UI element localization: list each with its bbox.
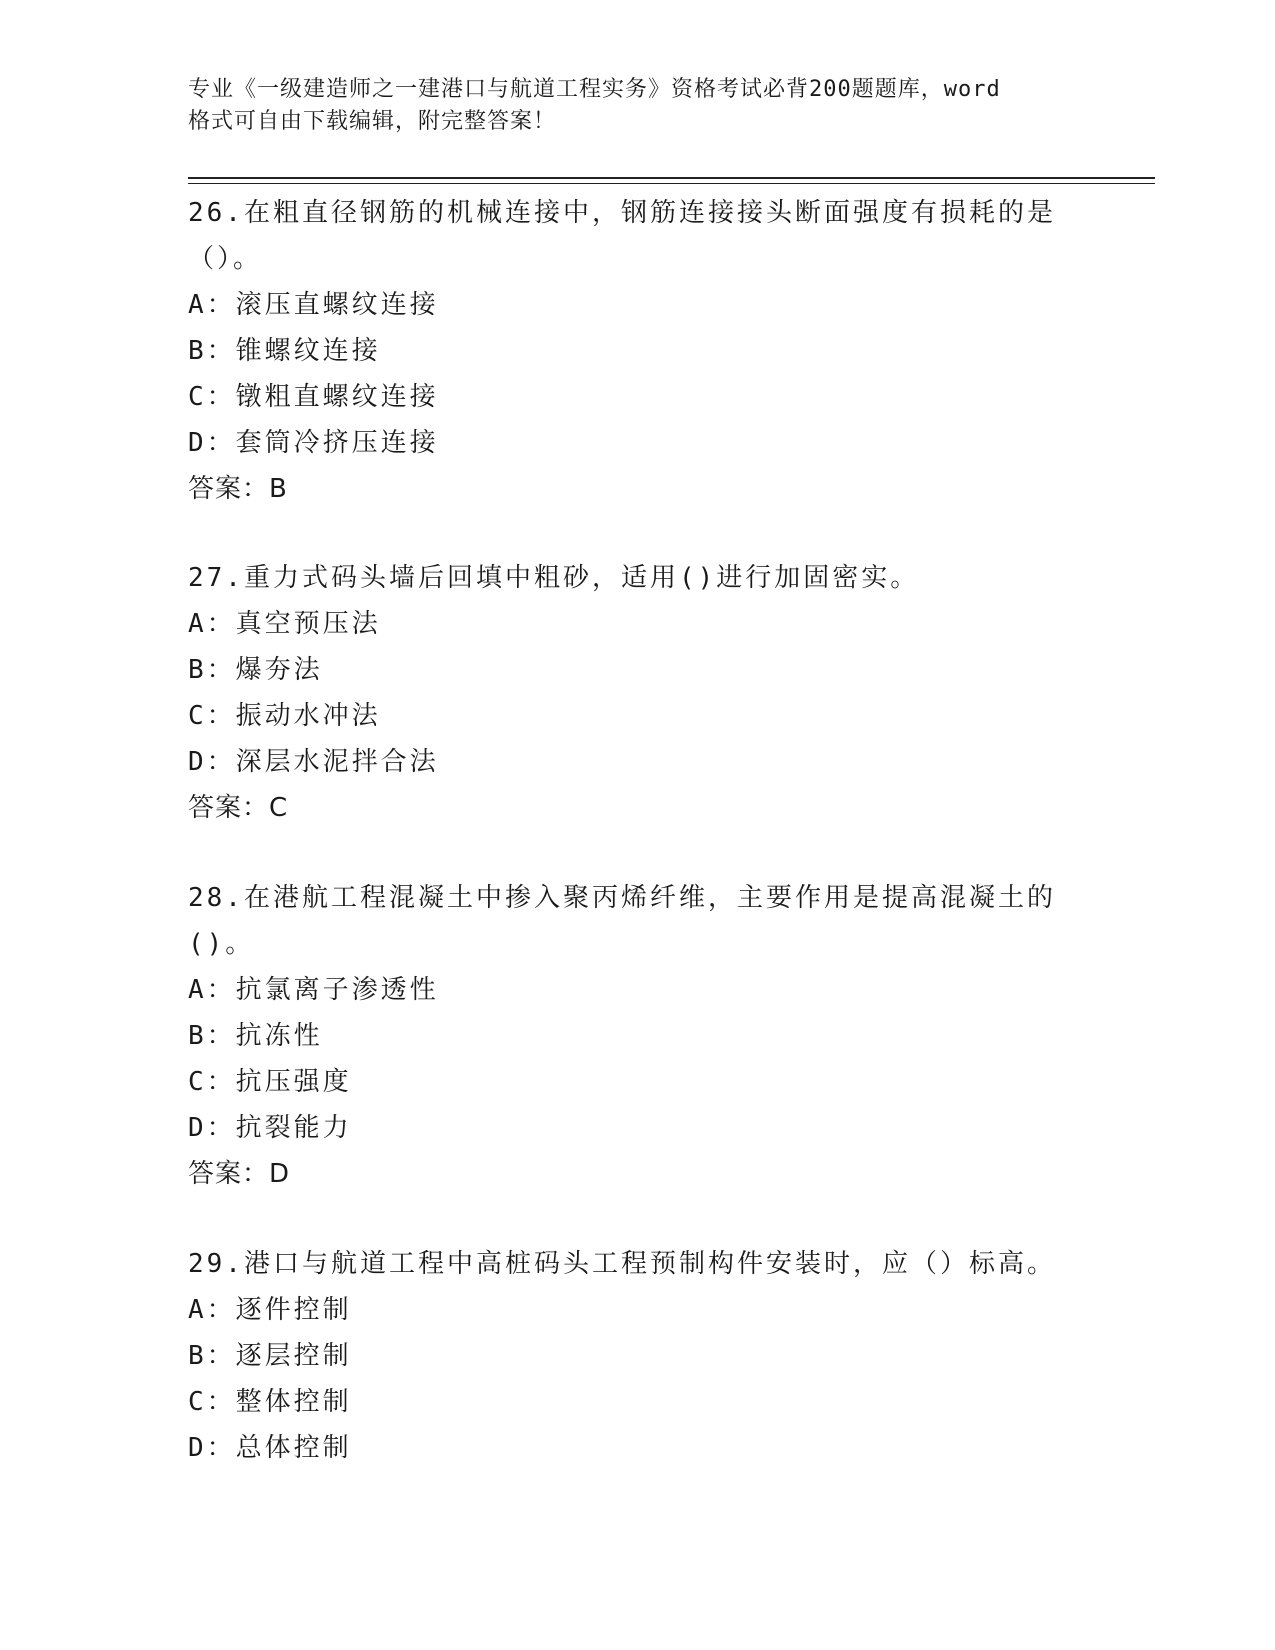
option-a: A：真空预压法	[188, 609, 381, 639]
question-29	[188, 1241, 1088, 1471]
option-c: C：整体控制	[188, 1387, 352, 1417]
option-a: A：抗氯离子渗透性	[188, 975, 439, 1005]
option-b: B：锥螺纹连接	[188, 336, 381, 366]
option-c: C：镦粗直螺纹连接	[188, 382, 439, 412]
question-stem: 29.港口与航道工程中高桩码头工程预制构件安装时，应（）标高。	[188, 1249, 1056, 1279]
answer: 答案：B	[188, 474, 288, 504]
option-d: D：抗裂能力	[188, 1113, 352, 1143]
header-line-1: 专业《一级建造师之一建港口与航道工程实务》资格考试必背200题题库，word	[188, 77, 1001, 102]
question-stem: 28.在港航工程混凝土中掺入聚丙烯纤维，主要作用是提高混凝土的()。	[188, 883, 1056, 959]
option-b: B：抗冻性	[188, 1021, 323, 1051]
document-header	[188, 74, 1068, 138]
option-b: B：逐层控制	[188, 1341, 352, 1371]
option-c: C：抗压强度	[188, 1067, 352, 1097]
header-divider-thick	[188, 177, 1155, 179]
option-d: D：深层水泥拌合法	[188, 747, 439, 777]
header-divider-thin	[188, 183, 1155, 184]
option-a: A：逐件控制	[188, 1295, 352, 1325]
answer: 答案：C	[188, 793, 289, 823]
header-line-2: 格式可自由下载编辑，附完整答案！	[188, 109, 557, 134]
answer: 答案：D	[188, 1159, 291, 1189]
option-a: A：滚压直螺纹连接	[188, 290, 439, 320]
question-28	[188, 875, 1068, 1197]
option-d: D：套筒冷挤压连接	[188, 428, 439, 458]
question-27	[188, 555, 1088, 831]
question-26	[188, 190, 1068, 512]
option-c: C：振动水冲法	[188, 701, 381, 731]
option-b: B：爆夯法	[188, 655, 323, 685]
question-stem: 26.在粗直径钢筋的机械连接中，钢筋连接接头断面强度有损耗的是（）。	[188, 198, 1056, 274]
question-stem: 27.重力式码头墙后回填中粗砂，适用()进行加固密实。	[188, 563, 920, 593]
option-d: D：总体控制	[188, 1433, 352, 1463]
